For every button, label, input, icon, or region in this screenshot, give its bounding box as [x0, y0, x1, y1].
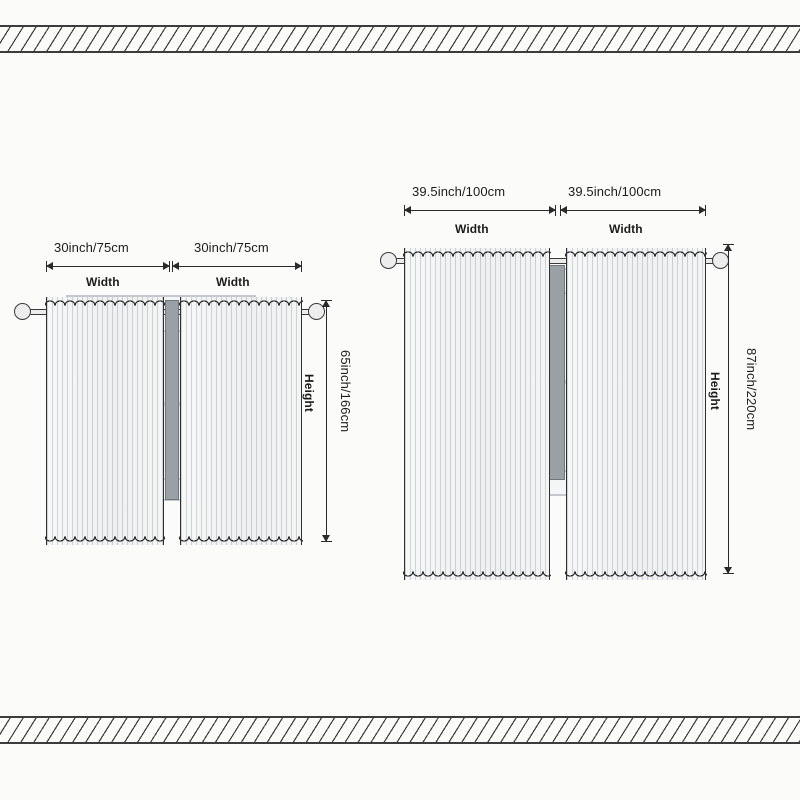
large-panel-1-width-sub-label: Width	[455, 222, 489, 236]
panel-bottom-scallop	[45, 536, 164, 546]
large-panel-2-width-label: 39.5inch/100cm	[568, 184, 662, 199]
large-panel-2-width-dimline	[560, 210, 706, 211]
small-curtain-panel-left	[46, 297, 164, 545]
small-panel-1-width-arrow-right	[163, 262, 170, 270]
top-hatched-band	[0, 25, 800, 53]
small-panel-2-width-sub-label: Width	[216, 275, 250, 289]
large-curtain-panel-right	[566, 248, 706, 580]
small-height-dimline	[326, 300, 327, 542]
small-panel-1-width-sub-label: Width	[86, 275, 120, 289]
large-panel-divider	[549, 265, 565, 480]
large-rod-finial-left	[380, 252, 397, 269]
bottom-hatched-band	[0, 716, 800, 744]
panel-bottom-scallop	[565, 571, 706, 581]
small-panel-1-width-dimline	[46, 266, 170, 267]
small-panel-2-width-arrow-right	[295, 262, 302, 270]
large-panel-2-width-arrow-left	[560, 206, 567, 214]
small-panel-1-width-arrow-left	[46, 262, 53, 270]
panel-top-scallop	[565, 247, 706, 257]
large-height-arrow-up	[724, 244, 732, 251]
small-height-sub-label: Height	[302, 374, 316, 412]
large-panel-1-width-label: 39.5inch/100cm	[412, 184, 506, 199]
small-rod-finial-left	[14, 303, 31, 320]
panel-top-scallop	[45, 296, 164, 306]
large-panel-2-width-arrow-right	[699, 206, 706, 214]
large-height-sub-label: Height	[708, 372, 722, 410]
small-height-label: 65inch/166cm	[338, 350, 353, 433]
panel-bottom-scallop	[403, 571, 550, 581]
large-height-arrow-down	[724, 567, 732, 574]
large-panel-2-width-sub-label: Width	[609, 222, 643, 236]
small-panel-divider	[165, 300, 179, 500]
small-panel-2-width-arrow-left	[172, 262, 179, 270]
large-panel-1-width-arrow-left	[404, 206, 411, 214]
small-height-arrow-down	[322, 535, 330, 542]
large-height-label: 87inch/220cm	[744, 348, 759, 431]
small-panel-2-width-dimline	[172, 266, 302, 267]
large-curtain-panel-left	[404, 248, 550, 580]
large-height-dimline	[728, 244, 729, 574]
large-panel-1-width-dimline	[404, 210, 556, 211]
small-height-arrow-up	[322, 300, 330, 307]
panel-top-scallop	[403, 247, 550, 257]
large-panel-1-width-arrow-right	[549, 206, 556, 214]
small-panel-1-width-label: 30inch/75cm	[54, 240, 129, 255]
small-curtain-panel-right	[180, 297, 302, 545]
small-panel-2-width-label: 30inch/75cm	[194, 240, 269, 255]
panel-top-scallop	[179, 296, 302, 306]
large-rod-finial-right	[712, 252, 729, 269]
panel-bottom-scallop	[179, 536, 302, 546]
